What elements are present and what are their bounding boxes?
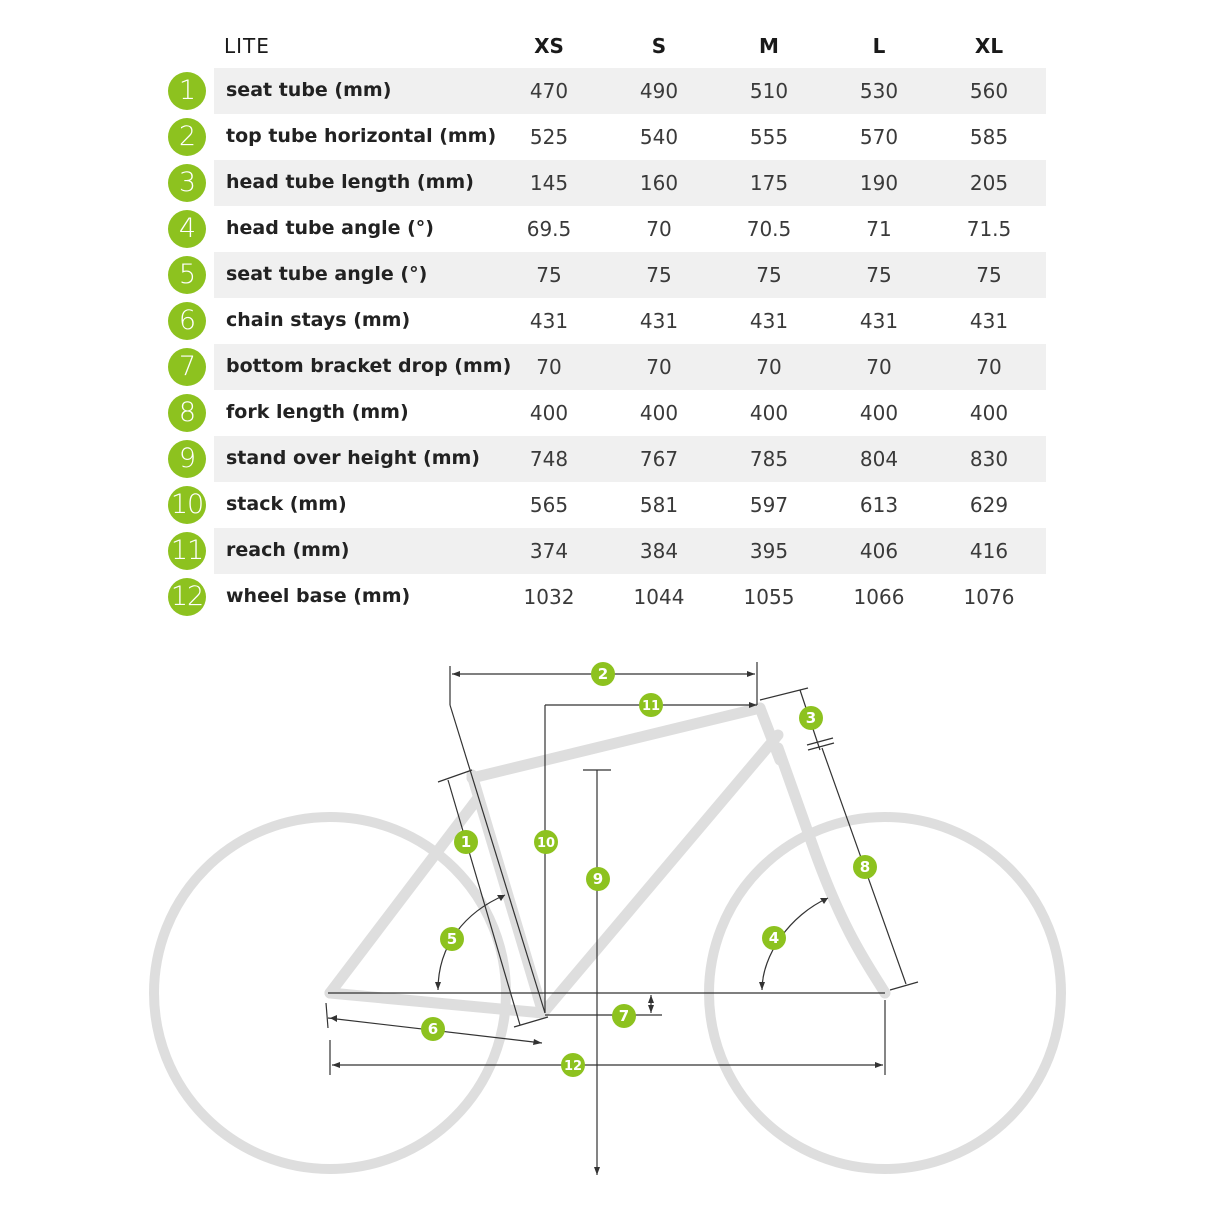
cell-value-s: 400 [639,401,679,425]
marker-number: 5 [446,930,458,948]
cell-value-s: 1044 [633,585,685,609]
row-number-badge: 3 [168,164,206,202]
row-number-badge: 1 [168,72,206,110]
marker-1 [454,830,478,854]
row-number-badge: 10 [168,486,206,524]
size-header-s: S [651,34,667,58]
cell-value-s: 75 [646,263,672,287]
cell-value-xl: 75 [976,263,1002,287]
marker-number: 12 [563,1059,583,1074]
cell-value-xl: 400 [969,401,1009,425]
cell-value-xs: 431 [529,309,569,333]
row-number-badge: 12 [168,578,206,616]
marker-11 [639,693,663,717]
cell-value-xl: 205 [969,171,1009,195]
cell-value-l: 804 [859,447,899,471]
cell-value-s: 581 [639,493,679,517]
cell-value-xs: 75 [536,263,562,287]
row-label: stand over height (mm) [226,447,480,469]
row-label: head tube length (mm) [226,171,474,193]
marker-number: 10 [536,836,556,851]
row-label: bottom bracket drop (mm) [226,355,512,377]
cell-value-xs: 748 [529,447,569,471]
cell-value-l: 190 [859,171,899,195]
cell-value-l: 75 [866,263,892,287]
cell-value-xs: 525 [529,125,569,149]
size-header-m: M [759,34,779,58]
cell-value-xl: 830 [969,447,1009,471]
cell-value-m: 400 [749,401,789,425]
marker-number: 4 [768,929,780,947]
cell-value-xl: 629 [969,493,1009,517]
marker-10 [534,830,558,854]
cell-value-l: 70 [866,355,892,379]
marker-number: 2 [597,665,609,683]
row-number-badge: 8 [168,394,206,432]
cell-value-xl: 71.5 [966,217,1012,241]
marker-3 [799,706,823,730]
cell-value-s: 160 [639,171,679,195]
marker-number: 8 [859,858,871,876]
row-label: head tube angle (°) [226,217,434,239]
row-number-badge: 11 [168,532,206,570]
cell-value-s: 384 [639,539,679,563]
cell-value-s: 540 [639,125,679,149]
marker-8 [853,855,877,879]
marker-number: 1 [460,833,472,851]
row-number-badge: 7 [168,348,206,386]
cell-value-s: 70 [646,355,672,379]
row-number-badge: 6 [168,302,206,340]
row-label: reach (mm) [226,539,350,561]
marker-number: 11 [641,699,661,714]
cell-value-m: 395 [749,539,789,563]
marker-6 [421,1017,445,1041]
cell-value-xl: 416 [969,539,1009,563]
size-header-xs: XS [534,34,564,58]
cell-value-xs: 69.5 [526,217,572,241]
cell-value-xl: 560 [969,79,1009,103]
row-label: seat tube angle (°) [226,263,428,285]
cell-value-xl: 1076 [963,585,1015,609]
size-header-l: L [872,34,886,58]
seat-stay-shape [330,798,478,993]
row-label: fork length (mm) [226,401,409,423]
marker-number: 9 [592,870,604,888]
marker-7 [612,1004,636,1028]
cell-value-s: 431 [639,309,679,333]
marker-9 [586,867,610,891]
down-tube-shape [543,735,778,1013]
cell-value-l: 570 [859,125,899,149]
cell-value-l: 400 [859,401,899,425]
cell-value-xl: 70 [976,355,1002,379]
cell-value-m: 175 [749,171,789,195]
row-label: seat tube (mm) [226,79,392,101]
row-label: wheel base (mm) [226,585,411,607]
cell-value-l: 431 [859,309,899,333]
cell-value-s: 490 [639,79,679,103]
cell-value-l: 406 [859,539,899,563]
cell-value-m: 555 [749,125,789,149]
row-label: chain stays (mm) [226,309,411,331]
cell-value-m: 510 [749,79,789,103]
cell-value-l: 71 [866,217,892,241]
cell-value-xs: 1032 [523,585,575,609]
size-header-xl: XL [974,34,1004,58]
row-number-badge: 9 [168,440,206,478]
row-number-badge: 2 [168,118,206,156]
cell-value-l: 530 [859,79,899,103]
marker-5 [440,927,464,951]
cell-value-m: 70.5 [746,217,792,241]
row-label: top tube horizontal (mm) [226,125,497,147]
cell-value-xs: 470 [529,79,569,103]
cell-value-m: 1055 [743,585,795,609]
cell-value-xs: 145 [529,171,569,195]
marker-12 [561,1053,585,1077]
cell-value-m: 597 [749,493,789,517]
cell-value-s: 70 [646,217,672,241]
cell-value-m: 70 [756,355,782,379]
top-tube-shape [472,708,760,778]
cell-value-xl: 585 [969,125,1009,149]
cell-value-xs: 400 [529,401,569,425]
marker-2 [591,662,615,686]
model-name: LITE [224,34,270,58]
cell-value-m: 431 [749,309,789,333]
cell-value-m: 785 [749,447,789,471]
marker-number: 7 [618,1007,630,1025]
bike-frame [330,708,885,1013]
row-label: stack (mm) [226,493,347,515]
cell-value-xs: 565 [529,493,569,517]
cell-value-s: 767 [639,447,679,471]
cell-value-xl: 431 [969,309,1009,333]
cell-value-m: 75 [756,263,782,287]
row-number-badge: 4 [168,210,206,248]
marker-number: 6 [427,1020,439,1038]
cell-value-xs: 374 [529,539,569,563]
marker-4 [762,926,786,950]
cell-value-l: 613 [859,493,899,517]
cell-value-xs: 70 [536,355,562,379]
marker-number: 3 [805,709,817,727]
row-number-badge: 5 [168,256,206,294]
cell-value-l: 1066 [853,585,905,609]
